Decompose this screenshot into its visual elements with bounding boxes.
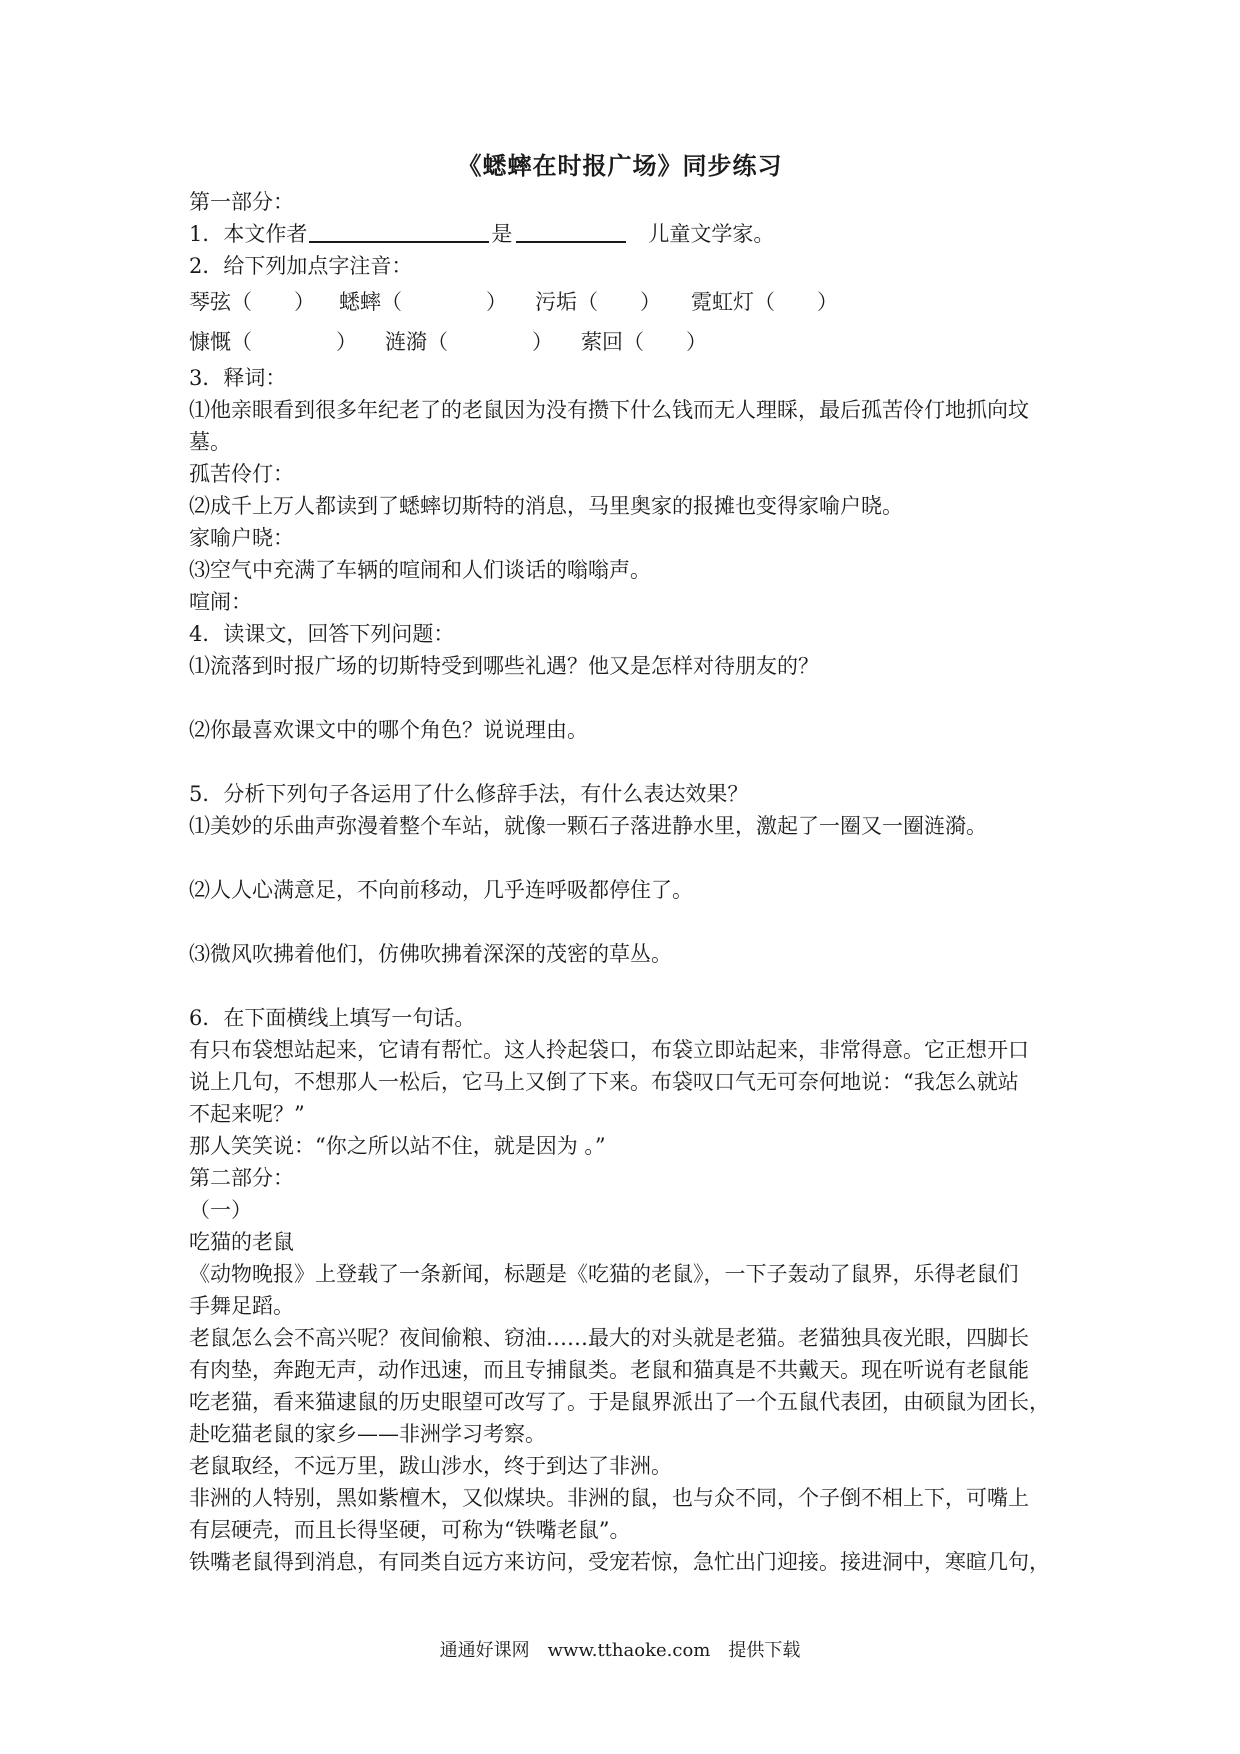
pinyin-item: 慷慨（ ） [189,330,357,354]
q1-prefix: 1．本文作者 [189,222,308,246]
story-line: 非洲的人特别，黑如紫檀木，又似煤块。非洲的鼠，也与众不同，个子倒不相上下，可嘴上 [189,1486,1029,1510]
part2-heading: 第二部分： [189,1166,294,1190]
q6-line-4: 那人笑笑说：“你之所以站不住，就是因为 。” [189,1134,606,1158]
pinyin-item: 琴弦（ ） [189,290,315,314]
q3-word-3: 喧闹： [189,590,252,614]
story-line: 《动物晚报》上登载了一条新闻，标题是《吃猫的老鼠》，一下子轰动了鼠界，乐得老鼠们 [189,1262,1019,1286]
q3-word-1: 孤苦伶仃： [189,462,294,486]
q5-sub-1: ⑴美妙的乐曲声弥漫着整个车站，就像一颗石子落进静水里，激起了一圈又一圈涟漪。 [189,814,987,838]
story-line: 有肉垫，奔跑无声，动作迅速，而且专捕鼠类。老鼠和猫真是不共戴天。现在听说有老鼠能 [189,1358,1029,1382]
story-line: 铁嘴老鼠得到消息，有同类自远方来访问，受宠若惊，急忙出门迎接。接进洞中，寒暄几句， [189,1550,1050,1574]
pinyin-item: 污垢（ ） [535,290,661,314]
page-footer: 通通好课网 www.tthaoke.com 提供下载 [439,1640,801,1661]
part2-subsection: （一） [189,1198,252,1222]
q3-word-2: 家喻户晓： [189,526,294,550]
pinyin-item: 蟋蟀（ ） [339,290,507,314]
q6-line-1: 有只布袋想站起来，它请有帮忙。这人拎起袋口，布袋立即站起来，非常得意。它正想开口 [189,1038,1029,1062]
q6-line-3: 不起来呢？” [189,1102,305,1126]
question-1 [189,218,1069,250]
pinyin-item: 涟漪（ ） [385,330,553,354]
q6-line-2: 说上几句，不想那人一松后，它马上又倒了下来。布袋叹口气无可奈何地说：“我怎么就站 [189,1070,1019,1094]
answer-blank-author [309,219,489,243]
story-line: 老鼠取经，不远万里，跋山涉水，终于到达了非洲。 [189,1454,672,1478]
question-3-heading: 3．释词： [189,366,287,390]
question-4-heading: 4．读课文，回答下列问题： [189,622,455,646]
q1-middle: 是 [491,222,513,246]
pinyin-item: 霓虹灯（ ） [691,290,838,314]
part1-heading: 第一部分： [189,190,294,214]
document-title: 《蟋蟀在时报广场》同步练习 [457,151,783,180]
story-line: 手舞足蹈。 [189,1294,294,1318]
pinyin-row-1 [189,282,1069,322]
story-line: 有层硬壳，而且长得坚硬，可称为“铁嘴老鼠”。 [189,1518,631,1542]
q4-sub-1: ⑴流落到时报广场的切斯特受到哪些礼遇？他又是怎样对待朋友的？ [189,654,819,678]
q5-sub-3: ⑶微风吹拂着他们，仿佛吹拂着深深的茂密的草丛。 [189,942,672,966]
q1-suffix: 儿童文学家。 [648,222,775,246]
q3-sentence-1-cont: 墓。 [189,430,231,454]
q5-sub-2: ⑵人人心满意足，不向前移动，几乎连呼吸都停住了。 [189,878,693,902]
question-5-heading: 5．分析下列句子各运用了什么修辞手法，有什么表达效果？ [189,782,749,806]
q3-sentence-1: ⑴他亲眼看到很多年纪老了的老鼠因为没有攒下什么钱而无人理睬，最后孤苦伶仃地抓向坟 [189,398,1029,422]
story-line: 赴吃猫老鼠的家乡——非洲学习考察。 [189,1422,546,1446]
story-line: 吃老猫，看来猫逮鼠的历史眼望可改写了。于是鼠界派出了一个五鼠代表团，由硕鼠为团长， [189,1390,1050,1414]
pinyin-item: 萦回（ ） [581,330,707,354]
question-2-heading: 2．给下列加点字注音： [189,254,413,278]
pinyin-row-2 [189,322,1069,362]
q4-sub-2: ⑵你最喜欢课文中的哪个角色？说说理由。 [189,718,588,742]
story-title: 吃猫的老鼠 [189,1230,294,1254]
q3-sentence-2: ⑵成千上万人都读到了蟋蟀切斯特的消息，马里奥家的报摊也变得家喻户晓。 [189,494,903,518]
document-body [189,186,1069,1578]
q3-sentence-3: ⑶空气中充满了车辆的喧闹和人们谈话的嗡嗡声。 [189,558,651,582]
story-line: 老鼠怎么会不高兴呢？夜间偷粮、窃油……最大的对头就是老猫。老猫独具夜光眼，四脚长 [189,1326,1029,1350]
question-6-heading: 6．在下面横线上填写一句话。 [189,1006,476,1030]
answer-blank-nationality [516,219,626,243]
